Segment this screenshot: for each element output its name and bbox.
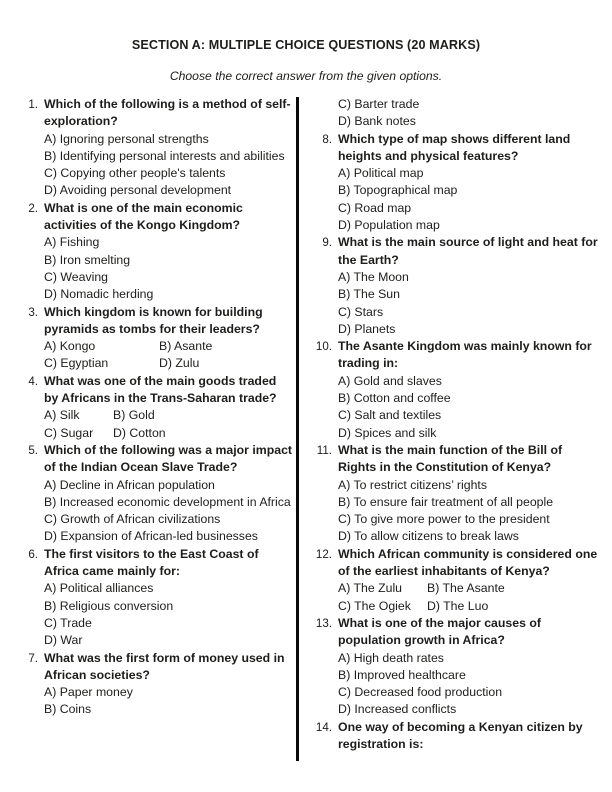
question-text: Which kingdom is known for building pyramids as tombs for their leaders?: [44, 304, 263, 336]
question-body: [44, 546, 293, 650]
option-pair-row: [338, 580, 599, 597]
question-block: [310, 442, 599, 546]
option-line: A) Fishing: [44, 235, 100, 250]
question-number: 2.: [28, 201, 38, 215]
option-line: A) Paper money: [44, 685, 133, 700]
right-column: [310, 96, 599, 753]
left-column: [17, 96, 293, 719]
option-line: A) Political alliances: [44, 581, 154, 596]
question-block: [17, 546, 293, 650]
question-number: 4.: [28, 374, 38, 388]
question-body: [44, 304, 293, 373]
option-line: A) The Moon: [338, 269, 409, 284]
option-line: D) Bank notes: [338, 114, 416, 129]
section-title: SECTION A: MULTIPLE CHOICE QUESTIONS (20 MARKS): [131, 38, 481, 52]
option-line: C) Barter trade: [338, 97, 420, 111]
option-line: C) Weaving: [44, 269, 109, 284]
option-line: B) Topographical map: [338, 183, 458, 198]
question-block: [310, 615, 599, 719]
option-line: D) Expansion of African-led businesses: [44, 529, 258, 544]
option-line: D) To allow citizens to break laws: [338, 529, 519, 544]
option-line: C) Salt and textiles: [338, 408, 442, 423]
option-line: B) To ensure fair treatment of all people: [338, 494, 554, 509]
question-block: [17, 650, 293, 719]
option-line: B) Improved healthcare: [338, 667, 466, 682]
option-line: B) The Sun: [338, 287, 400, 302]
option-cell: D) Cotton: [113, 425, 166, 440]
question-text: Which African community is considered one of the earliest inhabitants of Kenya?: [338, 546, 598, 579]
option-line: D) Nomadic herding: [44, 287, 154, 302]
page-header: [0, 38, 612, 83]
option-pair-row: [44, 355, 293, 372]
question-number: 5.: [28, 443, 38, 457]
option-line: B) Increased economic development in Africa: [44, 494, 291, 509]
question-block: [310, 338, 599, 442]
question-number: 11.: [316, 443, 332, 457]
option-line: C) Decreased food production: [338, 685, 503, 700]
option-line: C) To give more power to the president: [338, 512, 550, 527]
option-line: A) Ignoring personal strengths: [44, 131, 209, 146]
option-cell: C) Sugar: [44, 425, 94, 440]
option-line: D) War: [44, 633, 83, 648]
question-block: [17, 373, 293, 442]
option-pair-row: [44, 338, 293, 355]
option-cell: C) The Ogiek: [338, 598, 411, 613]
question-body: [338, 442, 599, 546]
option-pair-row: [44, 425, 293, 442]
question-text: One way of becoming a Kenyan citizen by registration is:: [338, 719, 583, 751]
question-text: What is one of the main economic activities of the Kongo Kingdom?: [44, 200, 243, 233]
option-cell: A) Silk: [44, 408, 80, 423]
question-body: [44, 650, 293, 719]
option-cell: B) Gold: [113, 408, 155, 423]
question-block: [17, 200, 293, 304]
option-line: D) Avoiding personal development: [44, 183, 232, 198]
question-body: [44, 442, 293, 546]
question-number: 9.: [322, 236, 332, 250]
option-line: B) Iron smelting: [44, 252, 131, 267]
question-block: [310, 234, 599, 338]
option-line: B) Cotton and coffee: [338, 391, 451, 406]
question-body: [44, 200, 293, 304]
question-text: Which of the following is a method of self-exploration?: [44, 97, 291, 129]
option-line: B) Religious conversion: [44, 598, 174, 613]
question-text: The first visitors to the East Coast of Africa came mainly for:: [44, 546, 259, 579]
question-text: What was one of the main goods traded by Africans in the Trans-Saharan trade?: [44, 373, 277, 406]
option-line: D) Spices and silk: [338, 425, 437, 440]
question-number: 6.: [28, 547, 38, 561]
question-body: [338, 131, 599, 235]
question-body: [338, 615, 599, 719]
option-cell: C) Egyptian: [44, 356, 109, 371]
question-text: Which of the following was a major impact of the Indian Ocean Slave Trade?: [44, 442, 293, 475]
question-number: 12.: [315, 547, 332, 561]
question-text: What is the main source of light and heat for the Earth?: [338, 235, 598, 267]
option-line: A) Political map: [338, 166, 424, 181]
option-line: D) Planets: [338, 321, 396, 336]
question-text: What is one of the major causes of population growth in Africa?: [338, 615, 541, 648]
option-line: C) Road map: [338, 200, 412, 215]
question-number: 7.: [28, 651, 38, 665]
option-cell: B) The Asante: [427, 581, 505, 596]
option-line: C) Growth of African civilizations: [44, 512, 221, 527]
option-cell: A) The Zulu: [338, 581, 403, 596]
option-cell: D) Zulu: [159, 356, 200, 371]
question-number: [310, 96, 332, 131]
option-cell: A) Kongo: [44, 339, 96, 354]
option-line: A) Decline in African population: [44, 477, 215, 492]
instruction-text: Choose the correct answer from the given options.: [169, 69, 443, 83]
question-block: [17, 304, 293, 373]
option-cell: D) The Luo: [427, 598, 489, 613]
question-text: What was the first form of money used in African societies?: [44, 650, 285, 682]
option-pair-row: [338, 598, 599, 615]
question-body: [338, 719, 599, 754]
question-body: [44, 373, 293, 442]
question-number: 10.: [315, 340, 332, 354]
question-number: 1.: [28, 98, 38, 111]
option-pair-row: [44, 407, 293, 424]
option-line: C) Stars: [338, 304, 384, 319]
question-body: [338, 546, 599, 615]
question-block: [17, 96, 293, 200]
question-body: [338, 234, 599, 338]
question-body: [338, 96, 599, 131]
option-line: C) Copying other people's talents: [44, 166, 226, 181]
option-line: D) Population map: [338, 218, 440, 233]
question-number: 3.: [28, 305, 38, 319]
question-block: [310, 546, 599, 615]
option-line: A) To restrict citizens’ rights: [338, 477, 487, 492]
question-text: Which type of map shows different land heights and physical features?: [338, 131, 571, 163]
question-body: [44, 96, 293, 200]
option-line: B) Identifying personal interests and abilities: [44, 148, 285, 163]
option-line: A) Gold and slaves: [338, 373, 442, 388]
question-number: 14.: [315, 720, 332, 734]
option-line: C) Trade: [44, 615, 92, 630]
question-text: What is the main function of the Bill of Rights in the Constitution of Kenya?: [338, 442, 563, 475]
question-continuation: [310, 96, 599, 131]
question-number: 13.: [315, 616, 332, 630]
column-divider: [296, 97, 299, 761]
option-line: B) Coins: [44, 702, 92, 717]
option-line: A) High death rates: [338, 650, 444, 665]
option-line: D) Increased conflicts: [338, 702, 457, 717]
question-body: [338, 338, 599, 442]
question-block: [17, 442, 293, 546]
option-cell: B) Asante: [159, 339, 213, 354]
question-block: [310, 131, 599, 235]
question-block: [310, 719, 599, 754]
question-number: 8.: [322, 132, 332, 146]
question-text: The Asante Kingdom was mainly known for trading in:: [338, 339, 592, 371]
